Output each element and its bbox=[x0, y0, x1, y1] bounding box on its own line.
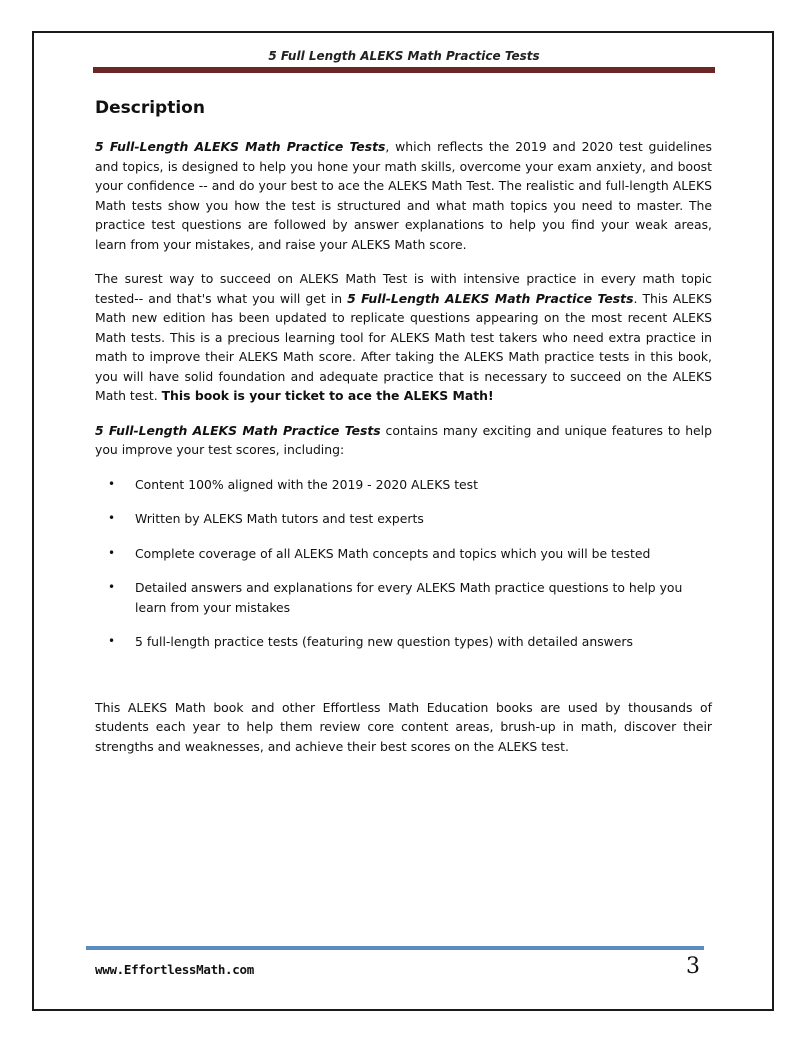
section-title: Description bbox=[95, 98, 205, 118]
list-item bbox=[95, 632, 712, 652]
features-list bbox=[95, 475, 712, 652]
emphasis-text: This book is your ticket to ace the ALEKS Math! bbox=[161, 388, 494, 403]
bullet-icon: • bbox=[108, 511, 116, 525]
bullet-icon: • bbox=[108, 580, 116, 594]
list-item bbox=[95, 578, 712, 617]
book-title: 5 Full-Length ALEKS Math Practice Tests bbox=[347, 290, 634, 306]
footer-website: www.EffortlessMath.com bbox=[95, 962, 254, 977]
running-header: 5 Full Length ALEKS Math Practice Tests bbox=[268, 49, 540, 63]
paragraph-text: contains many exciting and unique features to help you improve your test scores, including: bbox=[95, 422, 712, 457]
list-item-text: Detailed answers and explanations for every ALEKS Math practice questions to help you learn from your mistakes bbox=[135, 580, 683, 615]
list-item bbox=[95, 544, 712, 564]
intro-paragraph bbox=[95, 137, 712, 254]
paragraph-text: , which reflects the 2019 and 2020 test guidelines and topics, is designed to help you hone your math skills, overcome your exam anxiety, and boost your confidence -- and do your best to ace the ALEKS Math Test. The realistic and full-length ALEKS Math tests show you how the test is structured and what math topics you need to master. The practice test questions are followed by answer explanations to help you find your weak areas, learn from your mistakes, and raise your ALEKS Math score. bbox=[95, 139, 713, 252]
page-body bbox=[95, 137, 712, 771]
list-item-text: Written by ALEKS Math tutors and test experts bbox=[135, 511, 424, 526]
paragraph-text: The surest way to succeed on ALEKS Math Test is with intensive practice in every math topic tested-- and that's what you will get in bbox=[95, 271, 712, 306]
book-title: 5 Full-Length ALEKS Math Practice Tests bbox=[95, 139, 386, 154]
bullet-icon: • bbox=[108, 476, 116, 491]
closing-paragraph: This ALEKS Math book and other Effortless Math Education books are used by thousands of students each year to help them review core content areas, brush-up in math, discover their strengths and weaknesses, and achieve their best scores on the ALEKS test. bbox=[95, 699, 712, 754]
list-item-text: 5 full-length practice tests (featuring new question types) with detailed answers bbox=[135, 634, 633, 649]
features-intro-paragraph bbox=[95, 421, 712, 460]
bullet-icon: • bbox=[108, 545, 116, 560]
footer-rule bbox=[86, 946, 704, 950]
paragraph-text: . This ALEKS Math new edition has been updated to replicate questions appearing on the most recent ALEKS Math tests. This is a precious learning tool for ALEKS Math test takers who need extra practice in math to improve their ALEKS Math score. After taking the ALEKS Math practice tests in this book, you will have solid foundation and adequate practice that is necessary to succeed on the ALEKS Math test. bbox=[95, 290, 712, 403]
practice-paragraph bbox=[95, 269, 712, 406]
list-item bbox=[95, 509, 712, 529]
page-number: 3 bbox=[686, 954, 700, 979]
list-item-text: Content 100% aligned with the 2019 - 2020 ALEKS test bbox=[135, 476, 478, 492]
book-title: 5 Full-Length ALEKS Math Practice Tests bbox=[95, 422, 381, 438]
bullet-icon: • bbox=[108, 634, 116, 648]
header-rule bbox=[93, 67, 715, 73]
list-item-text: Complete coverage of all ALEKS Math concepts and topics which you will be tested bbox=[135, 545, 651, 561]
list-item bbox=[95, 475, 712, 495]
